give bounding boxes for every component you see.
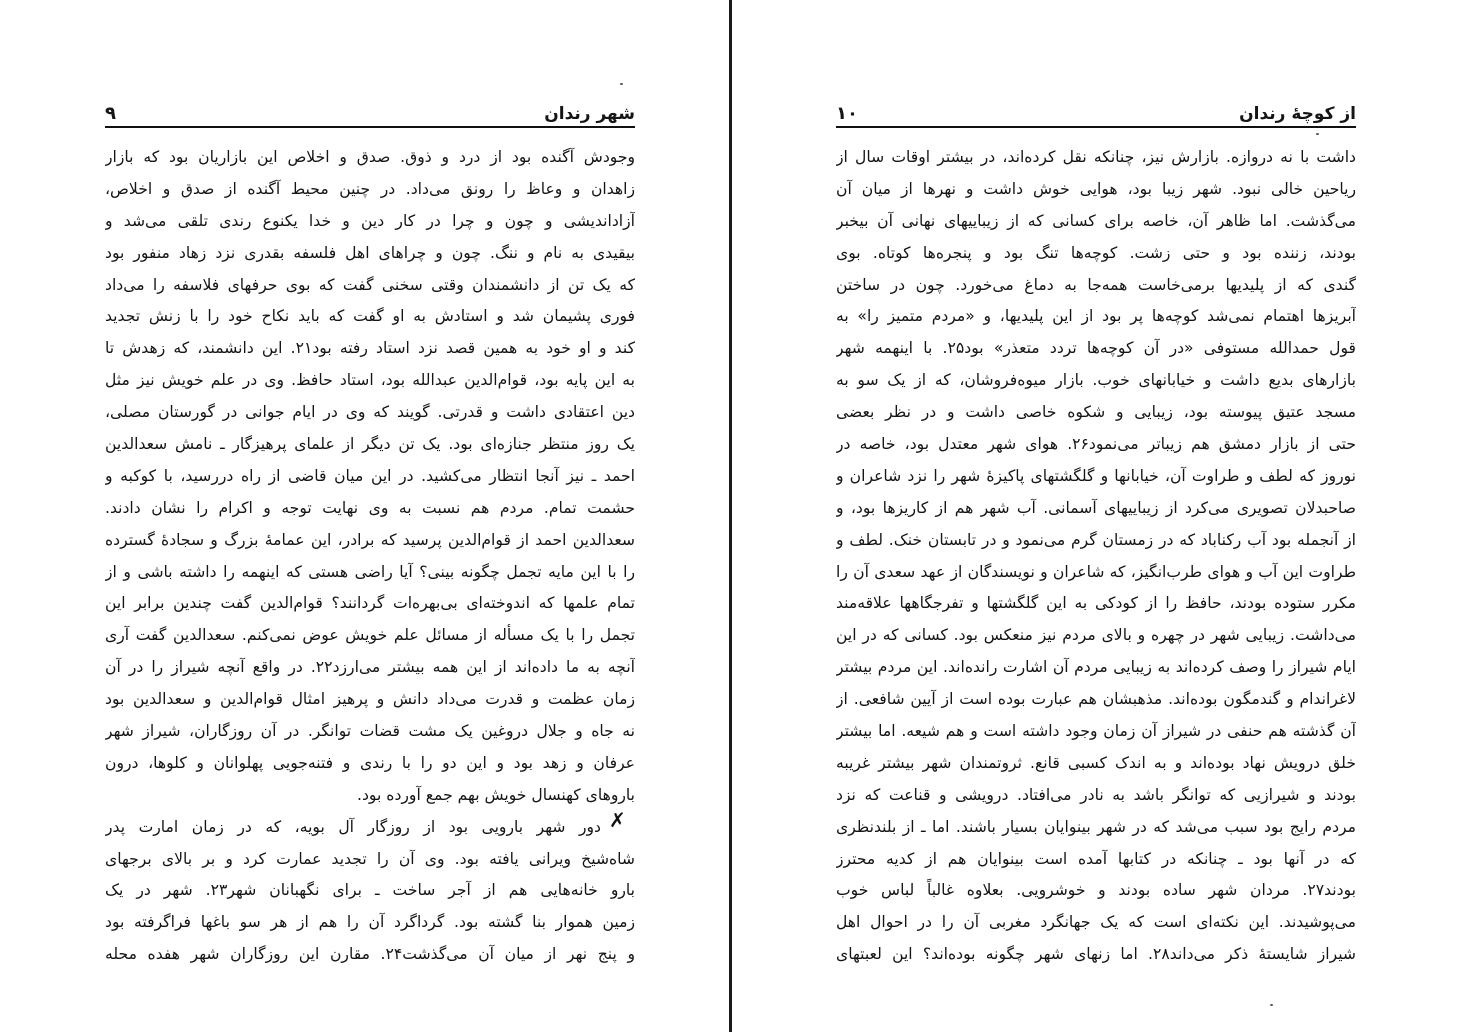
text-line: بودند۲۷. مردان شهر ساده بودند و خوشرویی. بعلاوه غالباً لباس خوب <box>836 881 1356 900</box>
text-line: فوری پشیمان شد و استادش به او گفت که باید نکاح خود را با زنش تجدید <box>105 307 635 326</box>
text-line: خلق درویش نهاد بوده‌اند و به اندک کسبی قانع. ثروتمندان شهر بیشتر غریبه <box>836 753 1356 772</box>
text-line: نه جاه و جلال دروغین یک مشت قضات توانگر. در آن روزگاران، شیراز شهر <box>105 722 635 741</box>
text-line: دور شهر بارویی بود از روزگار آل بویه، که در زمان امارت پدر <box>105 817 601 836</box>
text-line: مردم رایج بود سبب می‌شد که در شهر بینوایان بسیار باشند. اما ـ از بلندنظری <box>836 817 1356 836</box>
text-line: بودند و شیرازیی که توانگر باشد به نادر می‌افتاد. درویشی و قناعت که نزد <box>836 785 1356 804</box>
text-line: و پنج نهر از میان آن می‌گذشت۲۴. مقارن این روزگاران شهر هفده محله <box>105 945 635 964</box>
book-gutter <box>729 0 732 1032</box>
text-line: بازارهای بدیع داشت و خیابانهای خوب. بازار میوه‌فروشان، که از یک سو به <box>836 371 1356 390</box>
text-line: تجمل را با یک مسأله از مسائل علم خویش عوض نمی‌کنم. سعدالدین گفت آری <box>105 626 635 645</box>
left-page <box>105 0 635 1032</box>
text-line: بارو خانه‌هایی هم از آجر ساخت ـ برای نگهبانان شهر۲۳. شهر در یک <box>105 881 635 900</box>
text-line: مسجد عتیق پیوسته بود، زیبایی و شکوه خاصی داشت و در نظر بعضی <box>836 403 1356 422</box>
text-line: آزاداندیشی و چون و چرا در کار دین و خدا یکنوع رندی تلقی می‌شد و <box>105 211 635 230</box>
text-line: تمام علمها که اندوخته‌ای بی‌بهره‌ات گردانند؟ قوام‌الدین گفت چندین برابر این <box>105 594 635 613</box>
text-line: لاغراندام و گندمگون بوده‌اند. مذهبشان هم عبارت بوده است از آیین شافعی. از <box>836 690 1356 709</box>
margin-cross-mark: ✗ <box>609 808 626 832</box>
text-line: ریاحین خالی نبود. شهر زیبا بود، هوایی خوش داشت و نهرها از میان آن <box>836 179 1356 198</box>
text-line: حتی از بازار دمشق هم زیباتر می‌نمود۲۶. هوای شهر معتدل بود، خاصه در <box>836 435 1356 454</box>
left-page-text <box>105 142 635 971</box>
left-running-title: شهر رندان <box>544 104 635 124</box>
left-page-number: ۹ <box>105 103 116 124</box>
text-line: طراوت این آب و هوای طرب‌انگیز، که شاعران و نویسندگان از عهد سعدی آن را <box>836 562 1356 581</box>
text-line: حشمت تمام. مردم هم نسبت به وی نهایت توجه و اکرام را نشان دادند. <box>105 498 635 517</box>
text-line: که در آنها بود ـ چنانکه در کتابها آمده است بینوایان هم از کدیه محترز <box>836 849 1356 868</box>
text-line: از آنجمله بود آب رکناباد که در زمستان گرم می‌نمود و در تابستان خنک. لطف و <box>836 530 1356 549</box>
text-line: نوروز که لطف و طراوت آن، خیابانها و گلگشتهای پاکیزهٔ شهر را نزد شاعران و <box>836 466 1356 485</box>
text-line: صاحبدلان تصویری می‌کرد از زیباییهای آسمانی. آب شهر هم از کاریزها بود، و <box>836 498 1356 517</box>
text-line: به این پایه بود، قوام‌الدین عبدالله بود، استاد حافظ. وی در علم خویش نیز مثل <box>105 371 635 390</box>
text-line: دین اعتقادی داشت و قدرتی. گویند که وی در ایام جوانی در گورستان مصلی، <box>105 403 635 422</box>
text-line: عرفان و زهد بود و این دو را با رندی و فتنه‌جویی پهلوانان و کلوها، درون <box>105 753 635 772</box>
right-page-text <box>836 142 1356 971</box>
right-page <box>836 0 1356 1032</box>
text-line: گندی که از پلیدیها برمی‌خاست همه‌جا به دماغ می‌خورد. چون در ساختن <box>836 275 1356 294</box>
text-line: کند و او خود به همین قصد نزد استاد رفته بود۲۱. این دانشمند، که زهدش تا <box>105 339 635 358</box>
text-line: مکرر ستوده بودند، حافظ را از کودکی به این گلگشتها و تفرجگاهها علاقه‌مند <box>836 594 1356 613</box>
text-line: زاهدان و وعاظ را رونق می‌داد. در چنین محیط آگنده از صدق و اخلاص، <box>105 179 635 198</box>
text-line: سعدالدین احمد از قوام‌الدین پرسید که برادر، این عمامهٔ بزرگ و سجادهٔ گسترده <box>105 530 635 549</box>
scan-speck <box>1270 1004 1273 1006</box>
text-line: داشت با نه دروازه. بازارش نیز، چنانکه نقل کرده‌اند، در بیشتر اوقات سال از <box>836 148 1356 166</box>
text-line: می‌داشت. زیبایی شهر در چهره و بالای مردم نیز منعکس بود. کسانی که در این <box>836 626 1356 645</box>
left-page-header <box>105 96 635 128</box>
text-line: که یک تن از دانشمندان وقتی سخنی گفت که بوی حرفهای فلاسفه را می‌داد <box>105 275 635 294</box>
text-line: شاه‌شیخ ویرانی یافته بود. وی آن را تجدید عمارت کرد و بر بالای برجهای <box>105 849 635 868</box>
text-line: قول حمدالله مستوفی «در آن کوچه‌ها تردد متعذر» بود۲۵. با اینهمه شهر <box>836 339 1356 358</box>
text-line: آبریزها اهتمام نمی‌شد کوچه‌ها پر بود از این پلیدیها، و «مردم متمیز را» به <box>836 307 1356 326</box>
scan-speck <box>620 83 623 85</box>
text-line: احمد ـ نیز آنجا انتظار می‌کشید. در این میان قاضی از راه دررسید، با کوکبه و <box>105 466 635 485</box>
text-line: زمان عظمت و قدرت می‌داد دانش و پرهیز امثال قوام‌الدین و سعدالدین بود <box>105 690 635 709</box>
text-line: را با این مایه تجمل چگونه بینی؟ آیا راضی هستی که اینهمه را داشته باشی و از <box>105 562 635 581</box>
right-running-title: از کوچهٔ رندان <box>1239 104 1356 124</box>
text-line: آن گذشته هم حنفی در شیراز آن زمان وجود داشته است و هم شیعه. اما بیشتر <box>836 722 1356 741</box>
scan-speck <box>1316 133 1319 135</box>
text-line: می‌پوشیدند. این نکته‌ای است که یک جهانگرد مغربی آن را در احوال اهل <box>836 913 1356 932</box>
text-line: ایام شیراز را وصف کرده‌اند به زیبایی مردم آن اشارت رانده‌اند. این مردم بیشتر <box>836 658 1356 677</box>
text-line: یک روز منتظر جنازه‌ای بود. یک تن دیگر از علمای پرهیزگار ـ نامش سعدالدین <box>105 435 635 454</box>
text-line: می‌گذشت. اما ظاهر آن، خاصه برای کسانی که از زیباییهای نهانی آن بیخبر <box>836 211 1356 230</box>
text-line: وجودش آگنده بود از درد و ذوق. صدق و اخلاص این بازاریان بود که بازار <box>105 148 635 166</box>
right-page-number: ۱۰ <box>836 103 858 124</box>
text-line: شیراز شایستهٔ ذکر می‌داند۲۸. اما زنهای شهر چگونه بوده‌اند؟ این لعبتهای <box>836 945 1356 964</box>
text-line: بودند، زننده بود و حتی زشت. کوچه‌ها تنگ بود و پنجره‌ها کوتاه. بوی <box>836 243 1356 262</box>
text-line: آنچه به ما داده‌اند از این همه بیشتر می‌ارزد۲۲. در واقع آنچه شیراز را در آن <box>105 658 635 677</box>
right-page-header <box>836 96 1356 128</box>
text-line: زمین هموار بنا گشته بود. گرداگرد آن را هم از هر سو باغها فراگرفته بود <box>105 913 635 932</box>
text-line: بیقیدی به نام و ننگ. چون و چراهای اهل فلسفه بقدری نزد زهاد منفور بود <box>105 243 635 262</box>
text-line: باروهای کهنسال خویش بهم جمع آورده بود. <box>357 785 635 804</box>
